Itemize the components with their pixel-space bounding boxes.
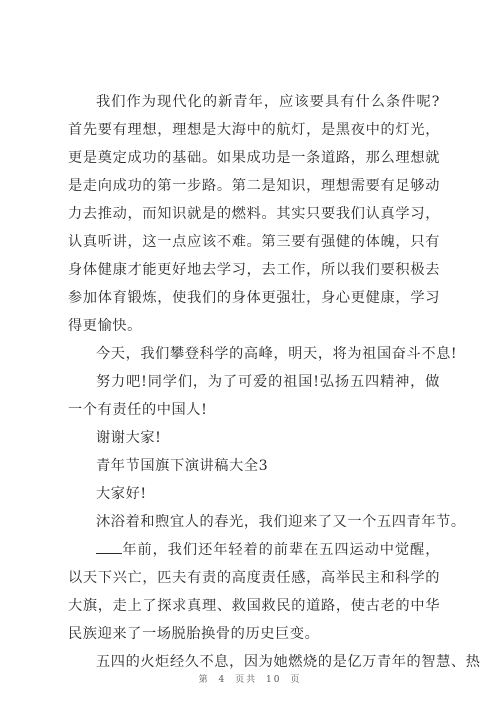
section-heading: 青年节国旗下演讲稿大全3: [96, 458, 269, 474]
footer-suffix: 页: [290, 675, 302, 685]
paragraph-may-fourth: [68, 536, 440, 648]
footer-current-page: 4: [218, 675, 227, 685]
paragraph-spring: 沐浴着和煦宜人的春光，我们迎来了又一个五四青年节。: [96, 514, 466, 530]
document-body: [68, 88, 481, 676]
paragraph-climb-science: 今天，我们攀登科学的高峰，明天，将为祖国奋斗不息!: [96, 346, 458, 362]
paragraph-conditions: 我们作为现代化的新青年，应该要具有什么条件呢?首先要有理想，理想是大海中的航灯，是黑夜中的灯光，更是奠定成功的基础。如果成功是一条道路，那么理想就是走向成功的第一步路。第二是知识，理想需要有足够动力去推动，而知识就是的燃料。其实只要我们认真学习，认真听讲，这一点应该不难。第三要有强健的体魄，只有身体健康才能更好地去学习，去工作，所以我们要积极去参加体育锻炼，使我们的身体更强壮，身心更健康，学习得更愉快。: [68, 94, 440, 334]
footer-mid: 页共: [235, 675, 258, 685]
page-footer: [0, 672, 500, 685]
paragraph-thanks: 谢谢大家!: [96, 430, 162, 446]
paragraph-greeting: 大家好!: [96, 486, 147, 502]
paragraph-torch: 五四的火炬经久不息，因为她燃烧的是亿万青年的智慧、热: [96, 654, 481, 670]
footer-total-pages: 10: [266, 675, 282, 685]
paragraph-work-hard: 努力吧!同学们，为了可爱的祖国!弘扬五四精神，做一个有责任的中国人!: [68, 374, 440, 418]
fill-in-blank: [96, 539, 122, 554]
paragraph-may-fourth-text: 年前，我们还年轻着的前辈在五四运动中觉醒，以天下兴亡，匹夫有责的高度责任感，高举民主和科学的大旗，走上了探求真理、救国救民的道路，使古老的中华民族迎来了一场脱胎换骨的历史巨变。: [68, 542, 440, 642]
footer-prefix: 第: [198, 675, 210, 685]
